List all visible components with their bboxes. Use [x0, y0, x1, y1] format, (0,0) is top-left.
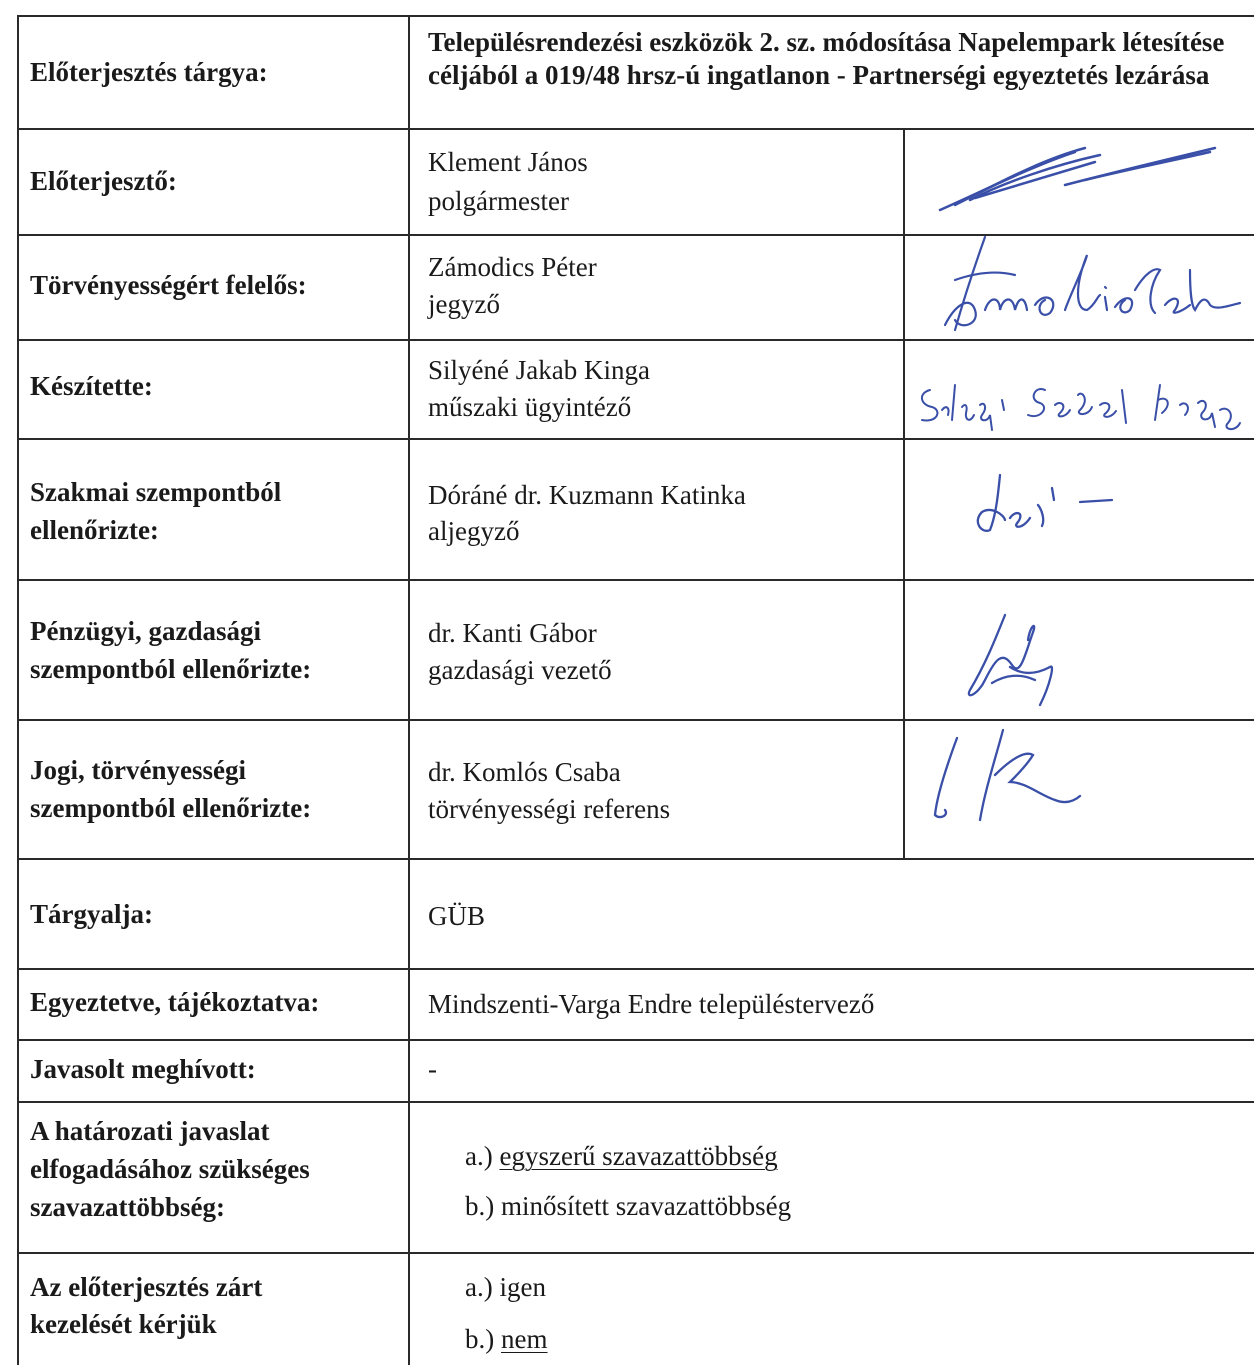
- majority-label-1: A határozati javaslat: [30, 1116, 270, 1146]
- majority-label-2: elfogadásához szükséges: [30, 1154, 310, 1184]
- financial-check-label-2: szempontból ellenőrizte:: [30, 654, 312, 684]
- closed-option-a: [465, 1268, 546, 1306]
- professional-check-name: Dóráné dr. Kuzmann Katinka: [428, 480, 746, 510]
- submitter-role: polgármester: [428, 186, 569, 216]
- grid-line: [17, 15, 19, 1365]
- invited-value: -: [428, 1054, 437, 1084]
- grid-line: [17, 128, 1254, 130]
- grid-line: [17, 579, 1254, 581]
- subject-label: Előterjesztés tárgya:: [30, 57, 268, 87]
- closed-option-a-text: igen: [499, 1272, 546, 1302]
- financial-check-signature: [940, 595, 1100, 720]
- professional-check-label-2: ellenőrizte:: [30, 515, 159, 545]
- discussed-by-value: GÜB: [428, 901, 486, 931]
- majority-label-3: szavazattöbbség:: [30, 1192, 225, 1222]
- consulted-label: Egyeztetve, tájékoztatva:: [30, 987, 320, 1017]
- grid-line: [17, 1252, 1254, 1254]
- grid-line: [17, 968, 1254, 970]
- legality-name: Zámodics Péter: [428, 252, 597, 282]
- professional-check-label-1: Szakmai szempontból: [30, 477, 282, 507]
- prepared-by-label: Készítette:: [30, 371, 153, 401]
- majority-option-a-prefix: a.): [465, 1141, 500, 1171]
- closed-option-b: [465, 1320, 548, 1358]
- grid-line: [17, 1039, 1254, 1041]
- grid-line: [17, 1101, 1254, 1103]
- legal-check-label-2: szempontból ellenőrizte:: [30, 793, 312, 823]
- closed-label-2: kezelését kérjük: [30, 1309, 217, 1339]
- majority-option-b-text: minősített szavazattöbbség: [501, 1191, 792, 1221]
- closed-option-b-text: nem: [501, 1324, 548, 1354]
- legal-check-signature: [915, 720, 1095, 835]
- submitter-signature: [915, 140, 1235, 225]
- prepared-by-role: műszaki ügyintéző: [428, 392, 632, 422]
- financial-check-role: gazdasági vezető: [428, 655, 612, 685]
- legality-signature: [915, 225, 1245, 340]
- majority-option-b: [465, 1187, 791, 1225]
- prepared-by-signature: [910, 365, 1250, 440]
- closed-label-1: Az előterjesztés zárt: [30, 1272, 263, 1302]
- professional-check-role: aljegyző: [428, 516, 520, 546]
- invited-label: Javasolt meghívott:: [30, 1054, 256, 1084]
- grid-line: [903, 128, 905, 858]
- legal-check-label-1: Jogi, törvényességi: [30, 755, 246, 785]
- legality-label: Törvényességért felelős:: [30, 270, 307, 300]
- majority-option-a-text: egyszerű szavazattöbbség: [499, 1141, 778, 1171]
- grid-line: [17, 858, 1254, 860]
- majority-option-a: [465, 1137, 778, 1175]
- majority-option-b-prefix: b.): [465, 1191, 501, 1221]
- submitter-name: Klement János: [428, 147, 588, 177]
- grid-line: [17, 15, 1254, 17]
- consulted-value: Mindszenti-Varga Endre településtervező: [428, 989, 875, 1019]
- legality-role: jegyző: [428, 289, 500, 319]
- closed-option-a-prefix: a.): [465, 1272, 500, 1302]
- subject-value: Településrendezési eszközök 2. sz. módosítása Napelempark létesítése céljából a 019/48 hrsz-ú ingatlanon - Partnerségi egyeztetés lezárása: [428, 27, 1225, 90]
- legal-check-name: dr. Komlós Csaba: [428, 757, 621, 787]
- prepared-by-name: Silyéné Jakab Kinga: [428, 355, 650, 385]
- financial-check-name: dr. Kanti Gábor: [428, 618, 597, 648]
- grid-line: [408, 15, 410, 1365]
- discussed-by-label: Tárgyalja:: [30, 899, 153, 929]
- submitter-label: Előterjesztő:: [30, 166, 177, 196]
- closed-option-b-prefix: b.): [465, 1324, 501, 1354]
- legal-check-role: törvényességi referens: [428, 794, 671, 824]
- professional-check-signature: [960, 460, 1140, 540]
- financial-check-label-1: Pénzügyi, gazdasági: [30, 616, 262, 646]
